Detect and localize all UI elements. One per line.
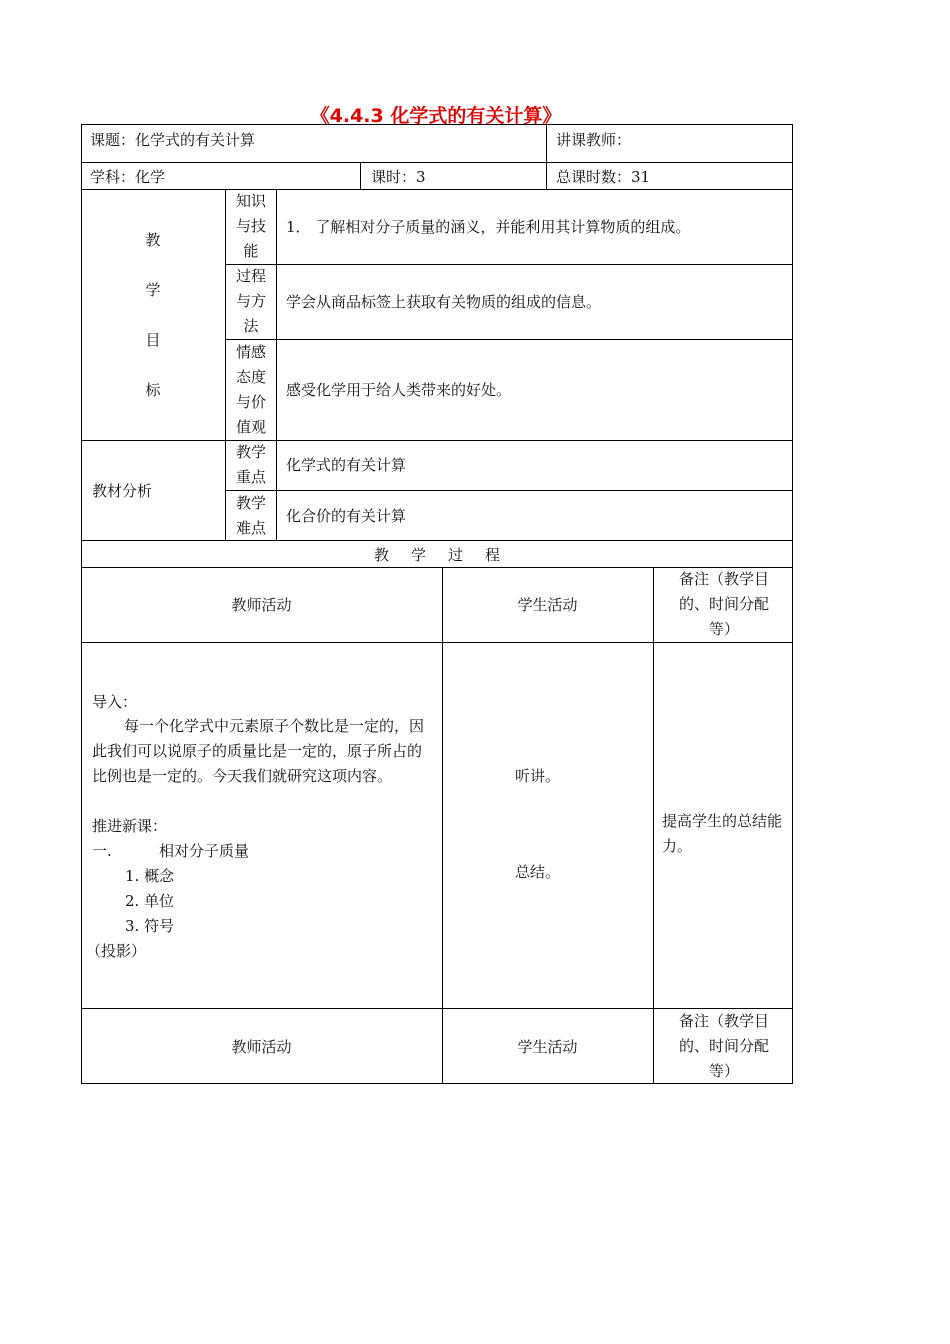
objective-category: 过程与方法: [235, 267, 266, 335]
objective-content: 1． 了解相对分子质量的涵义，并能利用其计算物质的组成。: [286, 218, 691, 236]
topic-label: 课题：化学式的有关计算: [90, 131, 256, 149]
list-item: 3. 符号: [125, 917, 175, 935]
col-notes-header: 备注（教学目的、时间分配等）: [678, 570, 769, 638]
teacher-label: 讲课教师：: [556, 131, 632, 149]
section-number: 一.: [92, 842, 112, 860]
student-summary: 总结。: [515, 863, 561, 881]
objective-content: 感受化学用于给人类带来的好处。: [286, 381, 512, 399]
objective-category: 情感态度与价值观: [235, 343, 266, 436]
subject-label: 学科：化学: [90, 168, 166, 186]
notes-text: 提高学生的总结能力。: [662, 812, 783, 855]
list-item: 1. 概念: [125, 867, 175, 885]
objectives-label-char: 标: [145, 381, 161, 399]
process-heading: 教学过程: [373, 546, 522, 564]
objective-category: 知识与技能: [235, 192, 266, 260]
analysis-label: 教材分析: [92, 482, 153, 500]
analysis-category: 教学难点: [235, 494, 266, 537]
period-label: 课时：3: [371, 168, 426, 186]
student-listen: 听讲。: [515, 767, 561, 785]
intro-label: 导入：: [92, 693, 138, 711]
col-student-header: 学生活动: [517, 596, 578, 614]
list-item: 2. 单位: [125, 892, 175, 910]
intro-text: 每一个化学式中元素原子个数比是一定的，因此我们可以说原子的质量比是一定的，原子所占的比例也是一定的。今天我们就研究这项内容。: [92, 717, 425, 785]
col-teacher-header: 教师活动: [231, 596, 292, 614]
objectives-label-char: 学: [145, 281, 161, 299]
analysis-category: 教学重点: [235, 443, 266, 486]
projection-note: （投影）: [86, 942, 147, 960]
objectives-label-char: 目: [145, 331, 161, 349]
objectives-label-char: 教: [145, 231, 161, 249]
analysis-content: 化学式的有关计算: [286, 456, 407, 474]
section-title: 相对分子质量: [159, 842, 250, 860]
document-title: 《4.4.3 化学式的有关计算》: [310, 105, 562, 127]
total-periods-label: 总课时数：31: [556, 168, 651, 186]
objective-content: 学会从商品标签上获取有关物质的组成的信息。: [286, 293, 602, 311]
analysis-content: 化合价的有关计算: [286, 507, 407, 525]
col-notes-header: 备注（教学目的、时间分配等）: [678, 1012, 769, 1080]
col-teacher-header: 教师活动: [231, 1038, 292, 1056]
col-student-header: 学生活动: [517, 1038, 578, 1056]
new-lesson-label: 推进新课：: [92, 817, 168, 835]
